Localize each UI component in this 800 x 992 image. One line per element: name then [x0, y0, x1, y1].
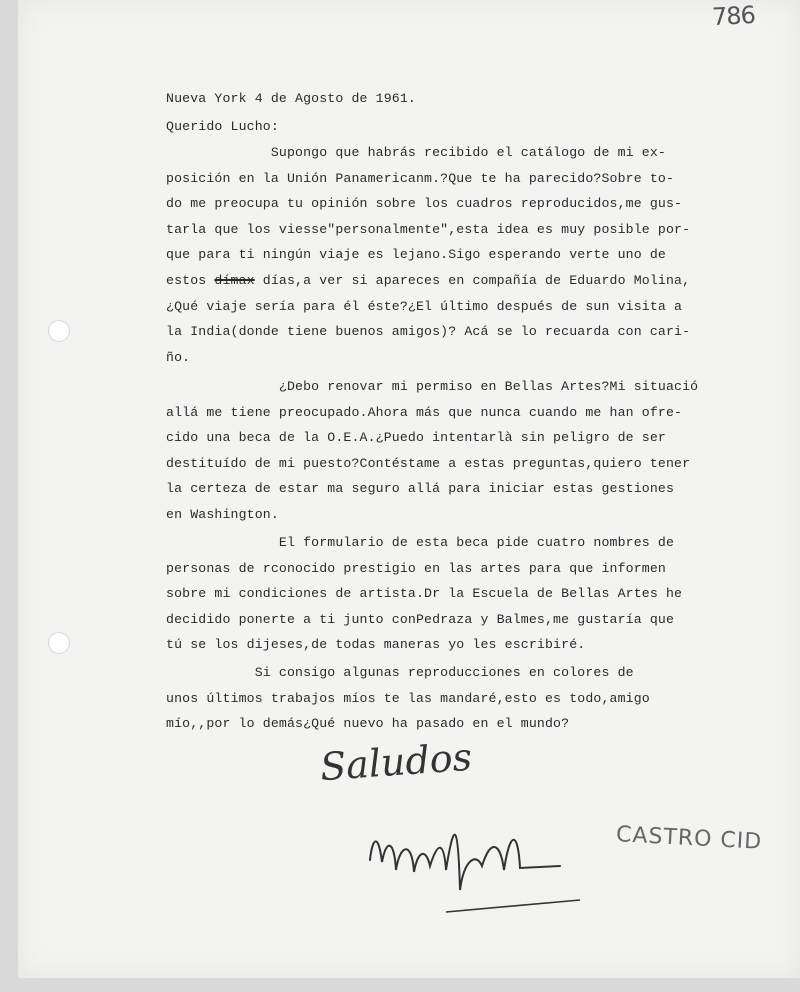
- text-line: la India(donde tiene buenos amigos)? Acá se lo recuarda con cari-: [166, 324, 691, 340]
- handwritten-closing: Saludos: [318, 734, 474, 790]
- text-line: Si consigo algunas reproducciones en colores de: [166, 665, 634, 680]
- text-line: ¿Qué viaje sería para él éste?¿El último después de sun visita a: [166, 298, 683, 314]
- paragraph-3: [166, 530, 796, 658]
- text-line: personas de rconocido prestigio en las artes para que informen: [166, 560, 666, 576]
- text-line: do me preocupa tu opinión sobre los cuadros reproducidos,me gus-: [166, 196, 683, 212]
- paragraph-1: [166, 140, 796, 370]
- archive-number: 786: [711, 0, 756, 32]
- date-line: Nueva York 4 de Agosto de 1961.: [166, 91, 416, 106]
- text-line: mío,,por lo demás¿Qué nuevo ha pasado en el mundo?: [166, 716, 570, 732]
- paragraph-2: [166, 374, 796, 528]
- struck-word: dímax: [214, 272, 255, 288]
- text-line: Supongo que habrás recibido el catálogo de mi ex-: [166, 145, 666, 160]
- text-line: estos dímax días,a ver si apareces en compañía de Eduardo Molina,: [166, 272, 691, 288]
- punch-hole: [48, 320, 70, 342]
- text-line: tarla que los viesse"personalmente",esta idea es muy posible por-: [166, 221, 691, 237]
- text-line: unos últimos trabajos míos te las mandaré,esto es todo,amigo: [166, 690, 650, 706]
- handwritten-annotation: CASTRO CID: [615, 822, 763, 855]
- text-line: ¿Debo renovar mi permiso en Bellas Artes?Mi situació: [166, 379, 699, 394]
- text-line: El formulario de esta beca pide cuatro nombres de: [166, 535, 675, 550]
- text-line: destituído de mi puesto?Contéstame a estas preguntas,quiero tener: [166, 455, 691, 471]
- greeting: Querido Lucho:: [166, 119, 279, 134]
- text-line: que para ti ningún viaje es lejano.Sigo esperando verte uno de: [166, 247, 666, 263]
- punch-hole: [48, 632, 70, 654]
- signature-drawing: [360, 800, 620, 920]
- text-line: tú se los dijeses,de todas maneras yo les escribiré.: [166, 637, 586, 653]
- text-line: posición en la Unión Panamericanm.?Que te ha parecido?Sobre to-: [166, 170, 675, 186]
- text-line: cido una beca de la O.E.A.¿Puedo intentarlà sin peligro de ser: [166, 430, 666, 446]
- text-line: allá me tiene preocupado.Ahora más que nunca cuando me han ofre-: [166, 404, 683, 420]
- text-line: la certeza de estar ma seguro allá para iniciar estas gestiones: [166, 481, 675, 497]
- text-line: ño.: [166, 349, 191, 365]
- paragraph-4: [166, 660, 796, 737]
- text-line: en Washington.: [166, 506, 279, 522]
- text-line: sobre mi condiciones de artista.Dr la Escuela de Bellas Artes he: [166, 586, 683, 602]
- text-line: decidido ponerte a ti junto conPedraza y Balmes,me gustaría que: [166, 611, 675, 627]
